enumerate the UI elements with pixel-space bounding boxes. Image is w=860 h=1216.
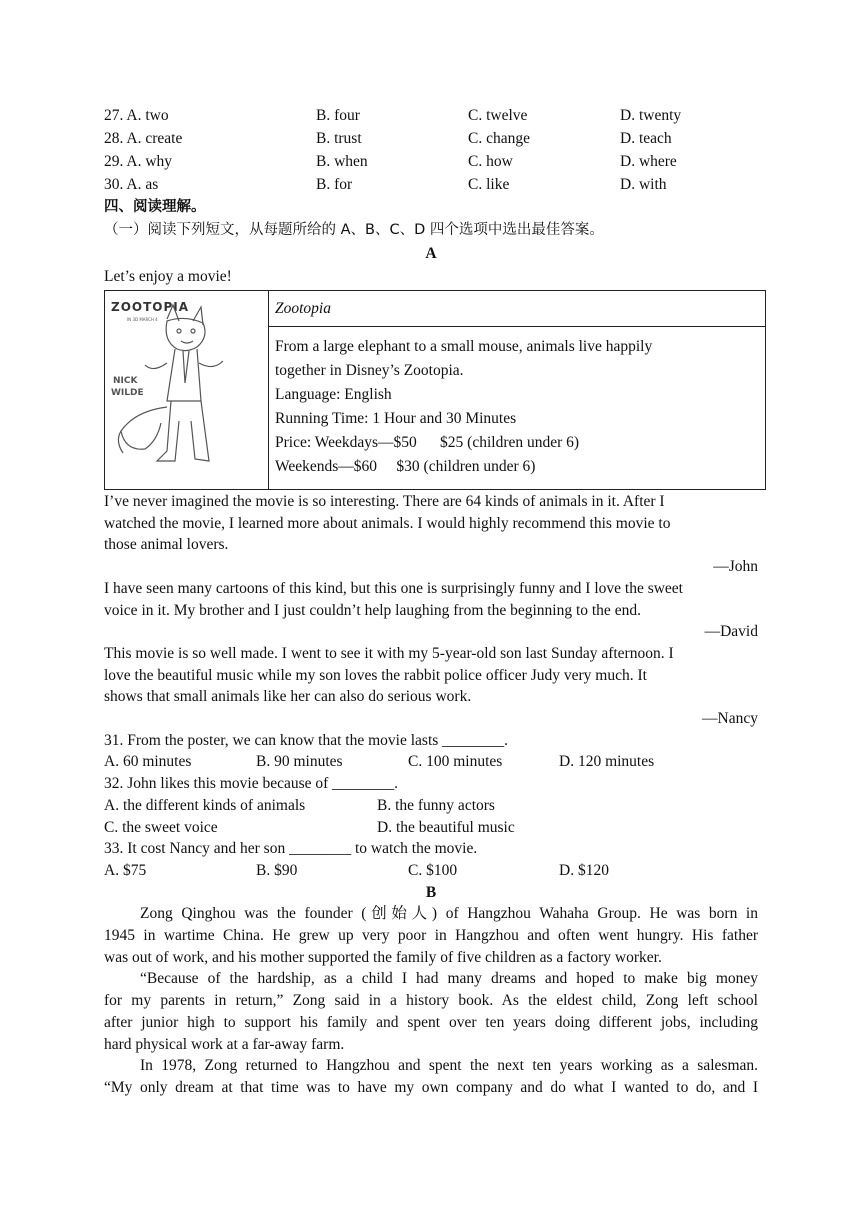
review-author: —Nancy: [702, 710, 758, 728]
review-nancy: This movie is so well made. I went to see it with my 5-year-old son last Sunday afternoon. I love the beautiful music while my son loves the rabbit police officer Judy very much. It shows that small animals like her can also do serious work. —Nancy: [104, 643, 758, 730]
question-31: 31. From the poster, we can know that the movie lasts ________. A. 60 minutes B. 90 minutes C. 100 minutes D. 120 minutes: [104, 731, 655, 771]
passage-b-paragraph-2: “Because of the hardship, as a child I had many dreams and hoped to make big money for my parents in return,” Zong said in a history book. As the eldest child, Zong left school after junior high to support his family and spent over ten years doing different jobs, including hard physical work at a far-away farm.: [104, 970, 758, 1053]
fox-character-icon: [105, 291, 268, 489]
movie-price-weekends: Weekends—$60 $30 (children under 6): [275, 458, 536, 475]
review-author: —John: [713, 558, 758, 576]
passage-a-intro: Let’s enjoy a movie!: [104, 268, 232, 285]
question-30-options: 30. A. as B. for C. like D. with: [104, 176, 667, 193]
question-33: 33. It cost Nancy and her son ________ to watch the movie. A. $75 B. $90 C. $100 D. $120: [104, 840, 609, 879]
movie-detail-line: From a large elephant to a small mouse, animals live happily: [275, 338, 653, 355]
svg-text:IN 3D MARCH 4: IN 3D MARCH 4: [127, 317, 158, 322]
section-instruction: （一）阅读下列短文，从每题所给的 A、B、C、D 四个选项中选出最佳答案。: [104, 222, 604, 238]
section-heading: 四、阅读理解。: [104, 199, 206, 215]
passage-a-label: A: [425, 245, 437, 262]
passage-b-label: B: [425, 883, 437, 901]
passage-b-paragraph-1: Zong Qinghou was the founder (创始人) of Hangzhou Wahaha Group. He was born in 1945 in wartime China. He grew up very poor in Hangzhou and often went hungry. His father was out of work, and his mother supported the family of five children as a factory worker.: [104, 905, 758, 966]
movie-detail-line: together in Disney’s Zootopia.: [275, 362, 464, 379]
review-author: —David: [704, 623, 758, 641]
movie-info: [269, 291, 765, 489]
question-28-options: 28. A. create B. trust C. change D. teach: [104, 130, 672, 147]
movie-title: Zootopia: [269, 291, 765, 327]
review-david: I have seen many cartoons of this kind, but this one is surprisingly funny and I love the sweet voice in it. My brother and I just couldn’t help laughing from the beginning to the end. —David: [104, 578, 758, 643]
question-29-options: 29. A. why B. when C. how D. where: [104, 153, 677, 170]
movie-running-time: Running Time: 1 Hour and 30 Minutes: [275, 410, 517, 427]
review-john: I’ve never imagined the movie is so interesting. There are 64 kinds of animals in it. After I watched the movie, I learned more about animals. I would highly recommend this movie to those animal lovers. —John: [104, 491, 758, 578]
movie-details: [269, 327, 765, 479]
exam-page: [104, 104, 758, 1099]
movie-price-weekdays: Price: Weekdays—$50 $25 (children under 6): [275, 434, 580, 451]
passage-b-paragraph-3: In 1978, Zong returned to Hangzhou and spent the next ten years working as a salesman. “My only dream at that time was to have my own company and do what I wanted to do, and I: [104, 1057, 758, 1096]
question-32: 32. John likes this movie because of ________. A. the different kinds of animals B. the funny actors C. the sweet voice D. the beautiful music: [104, 775, 515, 836]
svg-text:NICK: NICK: [113, 376, 138, 386]
question-27-options: 27. A. two B. four C. twelve D. twenty: [104, 107, 682, 124]
svg-text:WILDE: WILDE: [111, 388, 144, 398]
movie-language: Language: English: [275, 386, 392, 403]
svg-text:ZOOTOPIA: ZOOTOPIA: [111, 300, 190, 314]
movie-poster-image: [105, 291, 269, 489]
movie-table: [104, 290, 766, 490]
cloze-options: [104, 104, 758, 196]
